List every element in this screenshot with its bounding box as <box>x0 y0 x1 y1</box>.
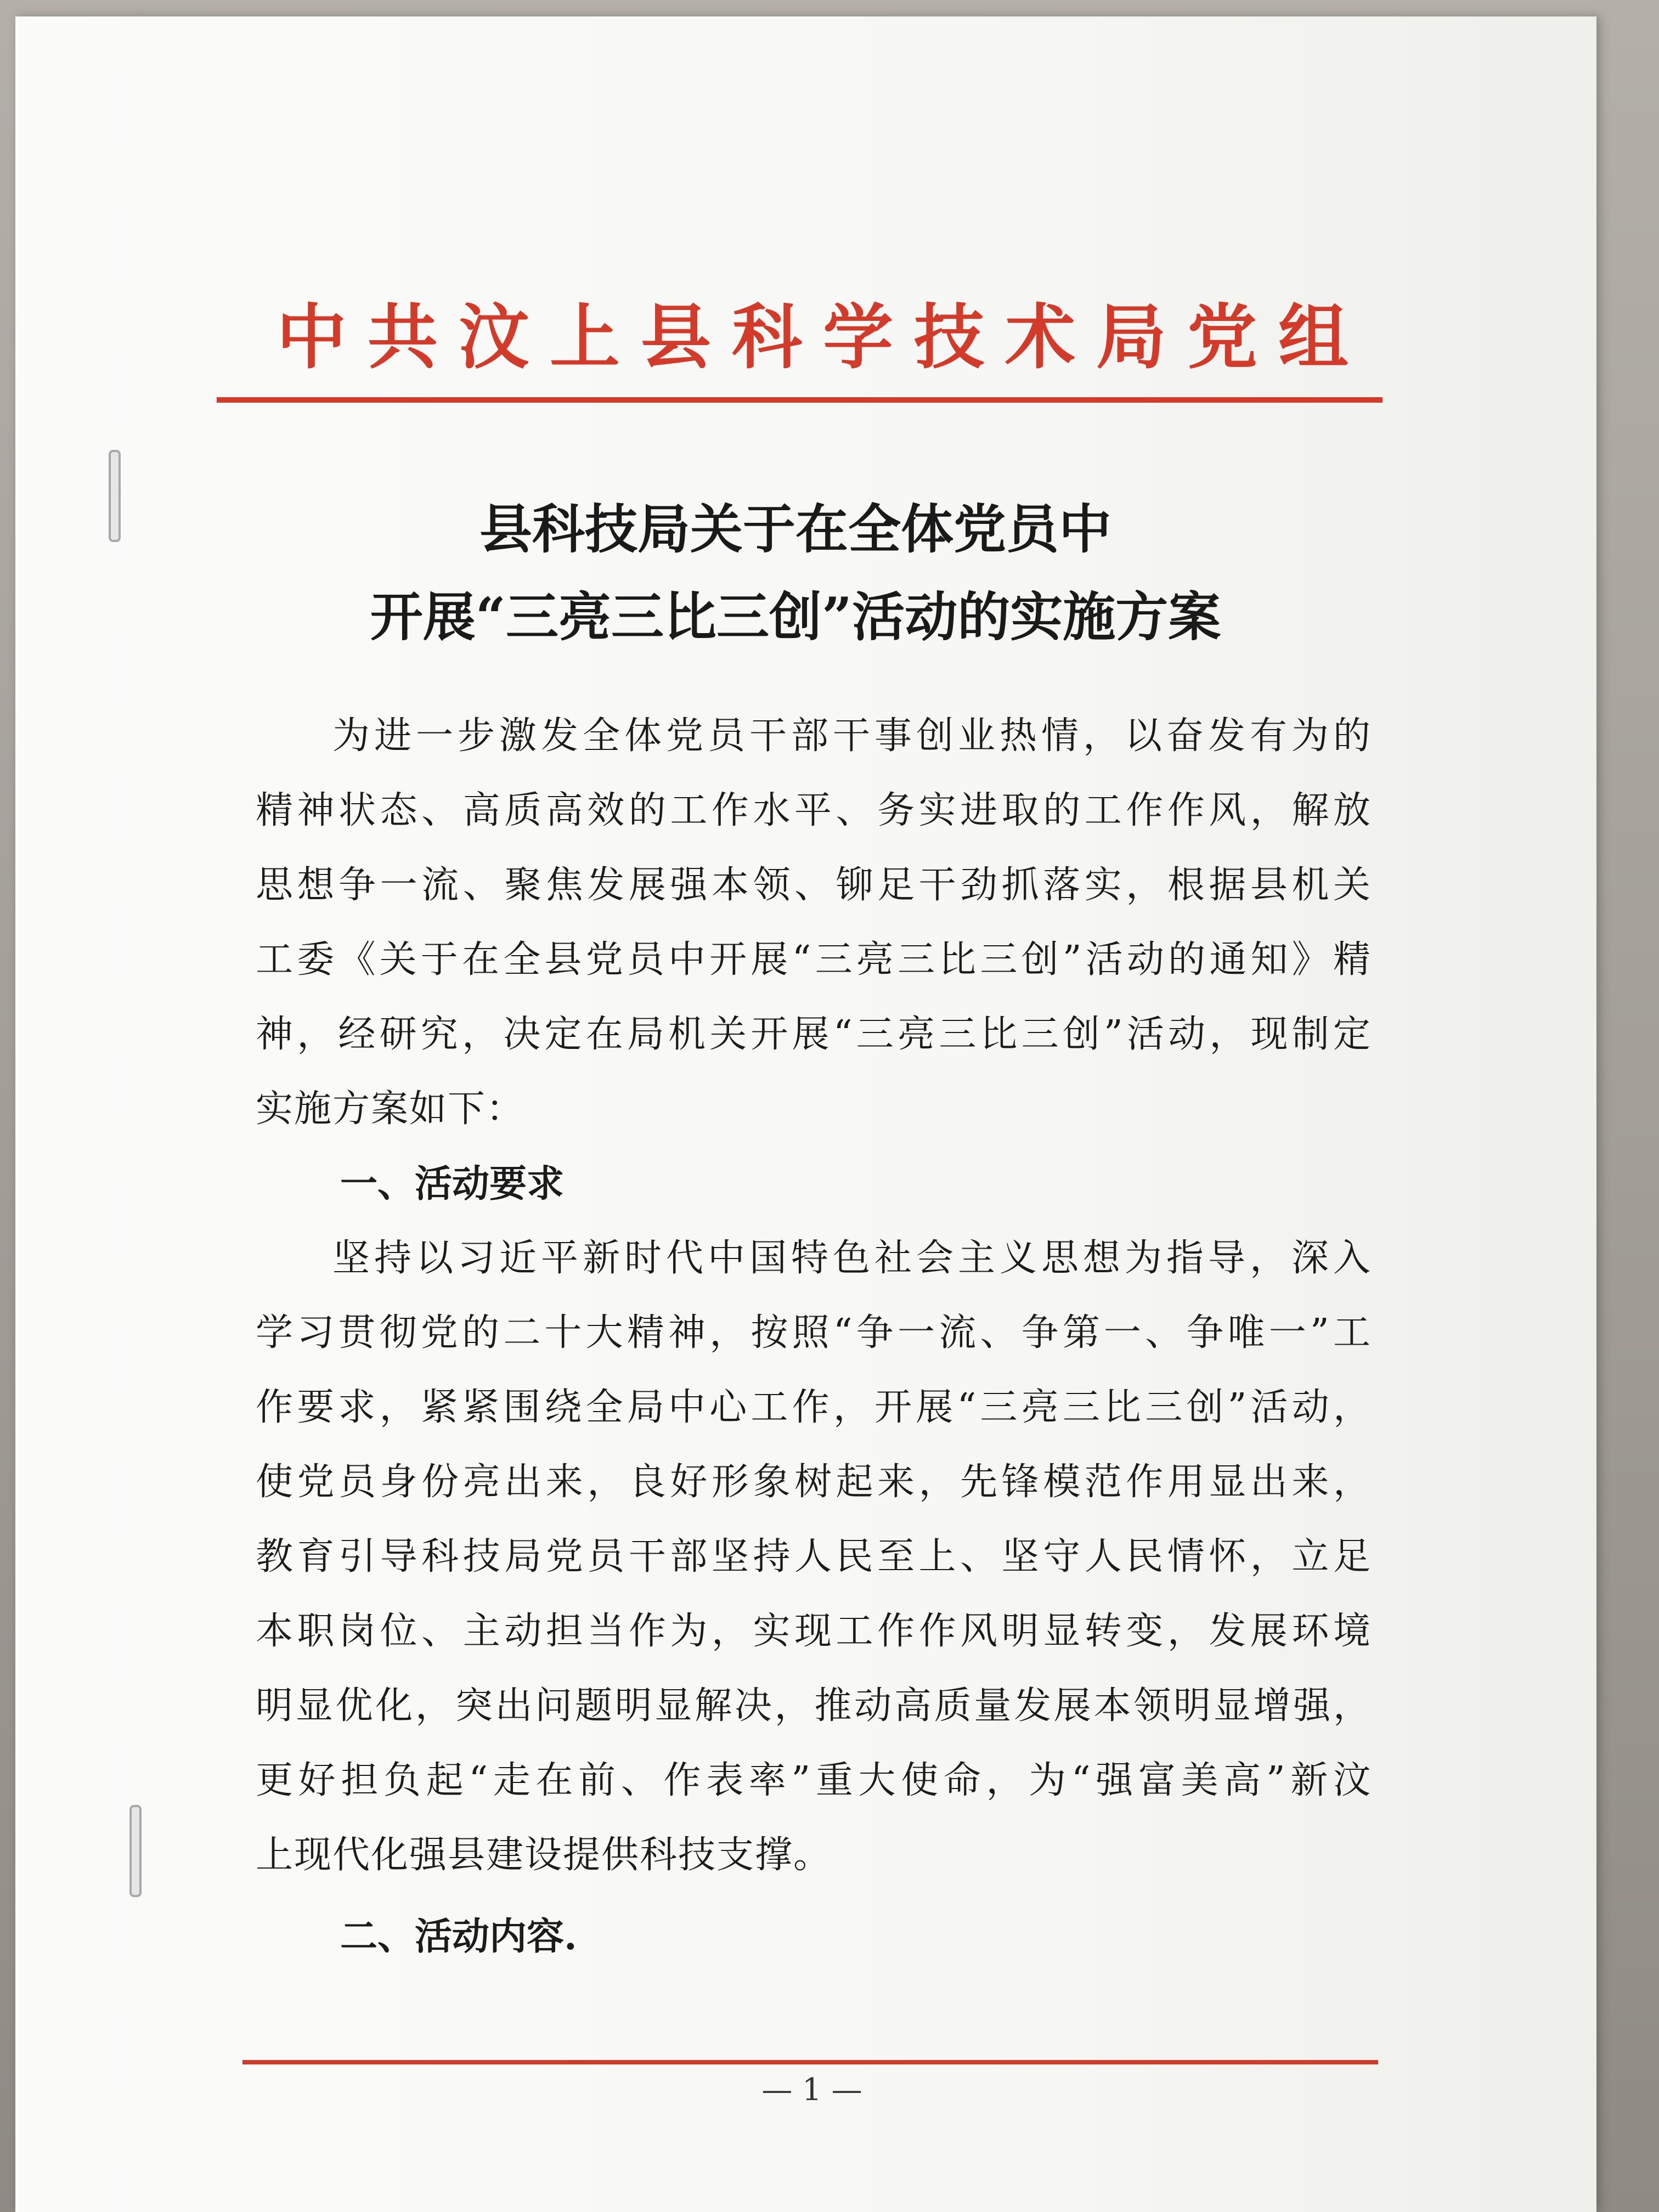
intro-line: 实施方案如下： <box>256 1087 525 1131</box>
intro-line: 工委《关于在全县党员中开展“三亮三比三创”活动的通知》精 <box>256 938 1372 981</box>
section1-line: 本职岗位、主动担当作为，实现工作作风明显转变，发展环境 <box>256 1610 1372 1653</box>
document-title-line-2: 开展“三亮三比三创”活动的实施方案 <box>370 586 1221 648</box>
staple-bottom <box>129 1805 142 1897</box>
intro-line: 思想争一流、聚焦发展强本领、铆足干劲抓落实，根据县机关 <box>256 864 1372 907</box>
staple-top <box>109 450 121 542</box>
intro-line: 为进一步激发全体党员干部干事创业热情，以奋发有为的 <box>332 714 1372 758</box>
section1-line: 坚持以习近平新时代中国特色社会主义思想为指导，深入 <box>332 1237 1372 1280</box>
section1-line: 学习贯彻党的二十大精神，按照“争一流、争第一、争唯一”工 <box>256 1311 1372 1355</box>
section1-line: 使党员身份亮出来，良好形象树起来，先锋模范作用显出来， <box>256 1460 1372 1504</box>
intro-line: 神，经研究，决定在局机关开展“三亮三比三创”活动，现制定 <box>256 1013 1372 1056</box>
section1-line: 上现代化强县建设提供科技支撑。 <box>256 1833 832 1877</box>
section1-line: 明显优化，突出问题明显解决，推动高质量发展本领明显增强， <box>256 1684 1372 1728</box>
page-number: — 1 — <box>761 2072 862 2108</box>
section1-line: 更好担负起“走在前、作表率”重大使命，为“强富美高”新汶 <box>256 1759 1372 1802</box>
intro-line: 精神状态、高质高效的工作水平、务实进取的工作作风，解放 <box>256 789 1372 832</box>
letterhead-red-rule <box>217 397 1383 403</box>
section-heading-content: 二、活动内容. <box>340 1915 577 1959</box>
document-title-line-1: 县科技局关于在全体党员中 <box>479 498 1111 560</box>
footer-red-rule <box>242 2060 1378 2064</box>
letterhead-organization: 中共汶上县科学技术局党组 <box>276 296 1369 379</box>
section1-line: 教育引导科技局党员干部坚持人民至上、坚守人民情怀，立足 <box>256 1535 1372 1578</box>
section-heading-requirements: 一、活动要求 <box>340 1162 565 1206</box>
section1-line: 作要求，紧紧围绕全局中心工作，开展“三亮三比三创”活动， <box>256 1386 1372 1429</box>
